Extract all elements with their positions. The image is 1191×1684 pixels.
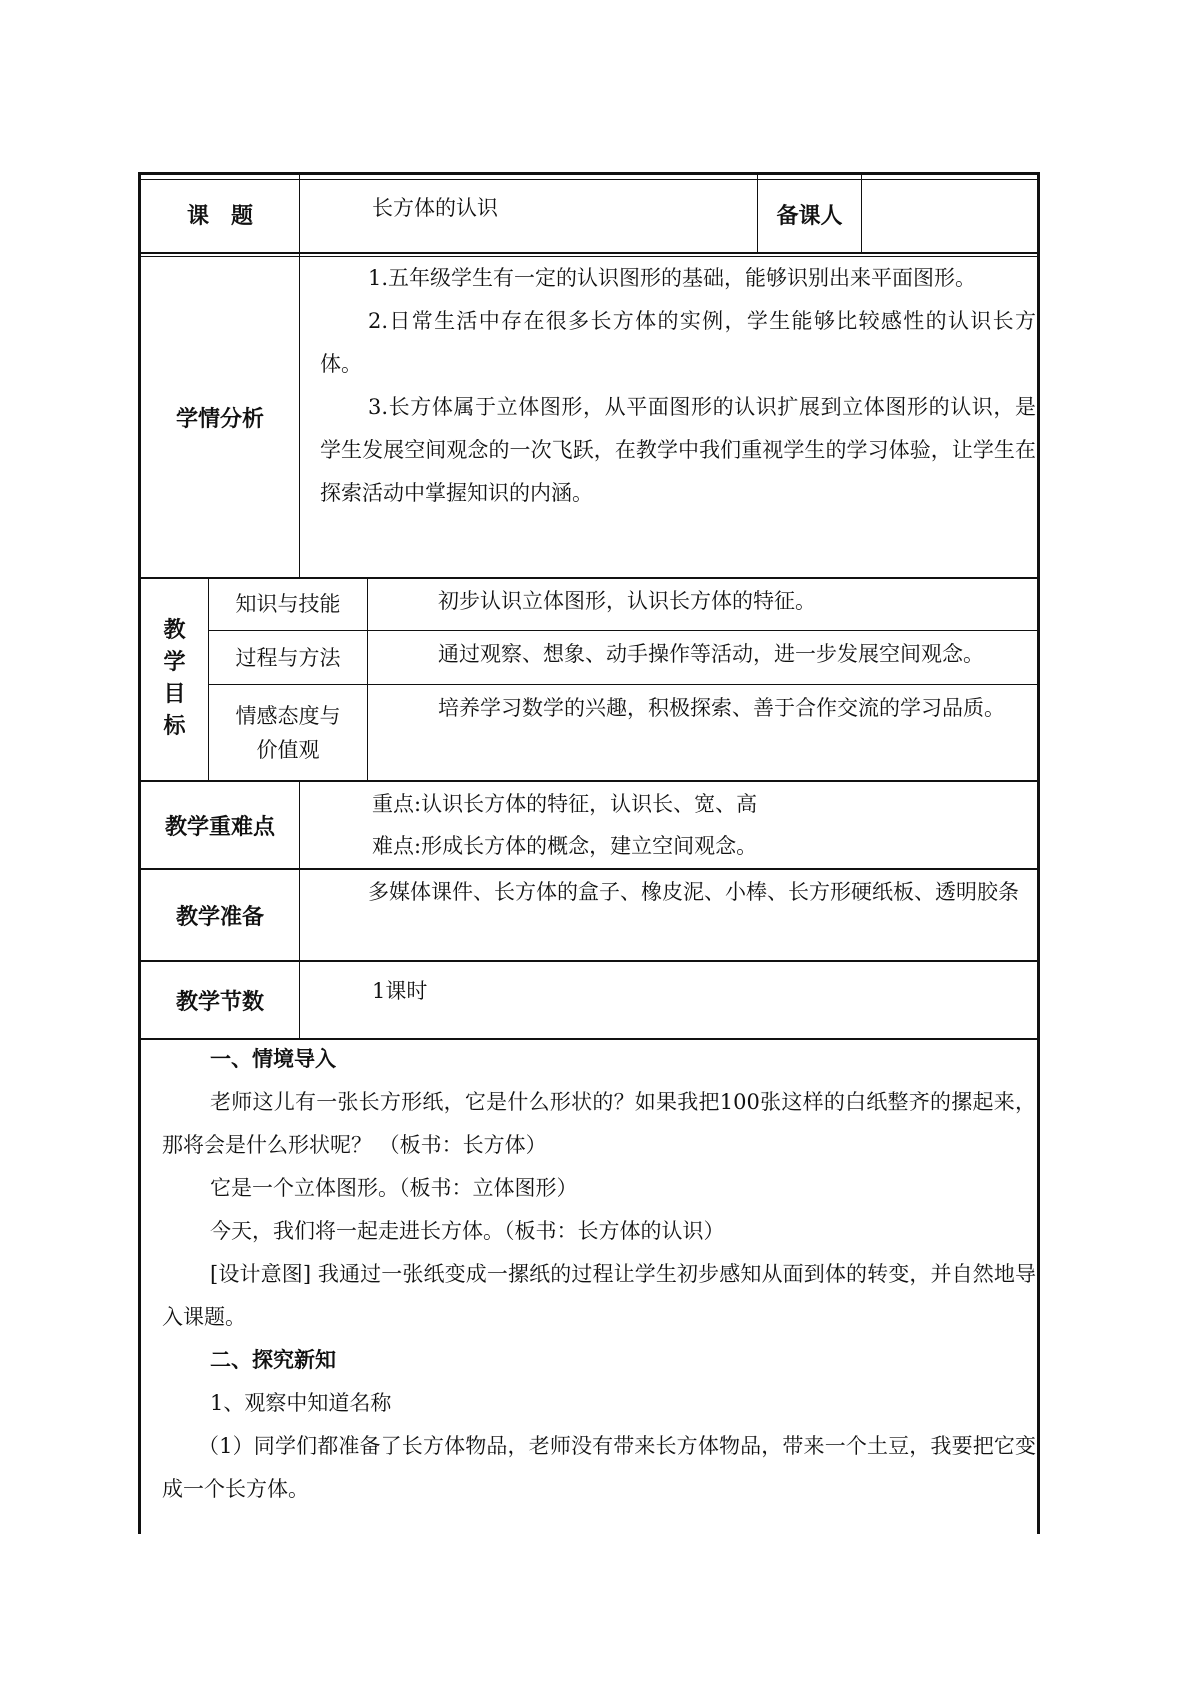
paragraph: 1、观察中知道名称 — [210, 1391, 392, 1415]
row-divider — [138, 252, 1040, 254]
preparer-label: 备课人 — [776, 203, 843, 229]
goal-content: 通过观察、想象、动手操作等活动，进一步发展空间观念。 — [438, 642, 984, 666]
analysis-label: 学情分析 — [175, 407, 264, 432]
analysis-content — [320, 257, 1036, 515]
preparation-content: 多媒体课件、长方体的盒子、橡皮泥、小棒、长方形硬纸板、透明胶条 — [368, 880, 1019, 904]
key-points-label: 教学重难点 — [164, 814, 275, 840]
goal-category — [209, 685, 367, 780]
paragraph: 老师这儿有一张长方形纸，它是什么形状的？如果我把100张这样的白纸整齐的摞起来，那将会是什么形状呢？ （板书：长方体） — [162, 1090, 1036, 1157]
goals-label-char: 标 — [163, 714, 186, 739]
goals-label-char: 教 — [163, 618, 186, 643]
goals-label-char: 学 — [163, 650, 186, 675]
column-divider — [299, 175, 300, 577]
goal-category-line: 情感态度与 — [235, 703, 341, 728]
difficulty-point: 难点:形成长方体的概念，建立空间观念。 — [372, 834, 758, 858]
column-divider — [367, 577, 368, 780]
paragraph: 它是一个立体图形。（板书：立体图形） — [210, 1176, 578, 1200]
goal-category-line: 价值观 — [256, 737, 320, 762]
sessions-label: 教学节数 — [175, 989, 264, 1015]
section-title: 二、探究新知 — [210, 1348, 336, 1372]
sessions-content: 1课时 — [372, 979, 428, 1003]
analysis-item: 3.长方体属于立体图形，从平面图形的认识扩展到立体图形的认识，是学生发展空间观念的一次飞跃，在教学中我们重视学生的学习体验，让学生在探索活动中掌握知识的内涵。 — [320, 395, 1036, 505]
topic-value: 长方体的认识 — [372, 196, 498, 220]
key-point: 重点:认识长方体的特征，认识长、宽、高 — [372, 792, 758, 816]
topic-label: 课 题 — [186, 203, 253, 229]
paragraph: 今天，我们将一起走进长方体。（板书：长方体的认识） — [210, 1219, 725, 1243]
analysis-item: 1.五年级学生有一定的认识图形的基础，能够识别出来平面图形。 — [368, 266, 977, 290]
paragraph: [设计意图] 我通过一张纸变成一摞纸的过程让学生初步感知从面到体的转变，并自然地导入课题。 — [162, 1262, 1036, 1329]
preparer-value — [862, 176, 1037, 252]
preparation-label: 教学准备 — [175, 904, 264, 930]
section-title: 一、情境导入 — [210, 1047, 336, 1071]
teaching-process — [162, 1038, 1036, 1511]
analysis-item: 2.日常生活中存在很多长方体的实例，学生能够比较感性的认识长方体。 — [320, 309, 1036, 376]
goals-label — [141, 578, 208, 780]
column-divider — [299, 780, 300, 1038]
paragraph: （1）同学们都准备了长方体物品，老师没有带来长方体物品，带来一个土豆，我要把它变成一个长方体。 — [162, 1434, 1036, 1501]
goal-category: 过程与方法 — [235, 645, 341, 670]
goal-category: 知识与技能 — [235, 592, 341, 616]
goal-content: 初步认识立体图形，认识长方体的特征。 — [438, 589, 816, 613]
goal-content: 培养学习数学的兴趣，积极探索、善于合作交流的学习品质。 — [438, 696, 1005, 720]
goals-label-char: 目 — [163, 682, 186, 707]
